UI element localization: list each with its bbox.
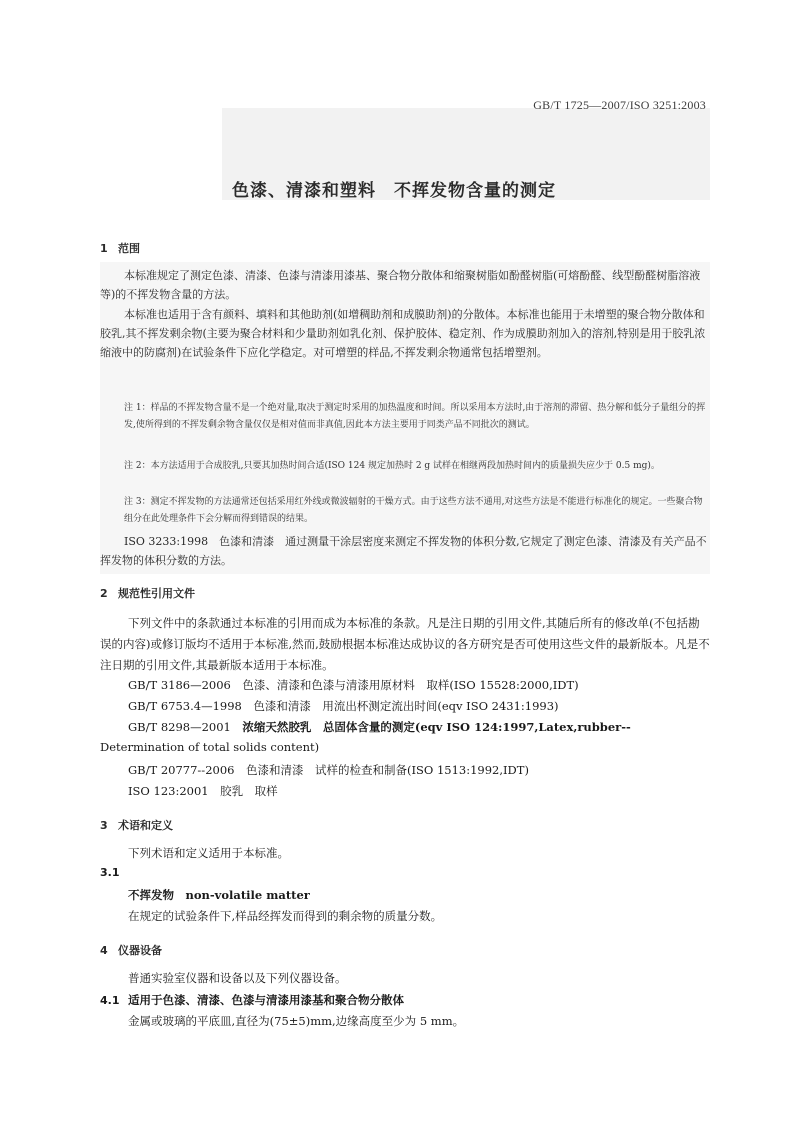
section-title: 范围	[118, 242, 140, 255]
terms-intro: 下列术语和定义适用于本标准。	[128, 846, 289, 860]
references-intro: 下列文件中的条款通过本标准的引用而成为本标准的条款。凡是注日期的引用文件,其随后所有的修改单(不包括勘误的内容)或修订版均不适用于本标准,然而,鼓励根据本标准达成协议的各方研究是否可使用这些文件的最新版本。凡是不注日期的引用文件,其最新版本适用于本标准。	[100, 616, 710, 672]
section-2-heading	[100, 585, 195, 601]
section-title: 仪器设备	[118, 944, 162, 957]
subsection-number: 4.1	[100, 994, 120, 1007]
document-title: 色漆、清漆和塑料 不挥发物含量的测定	[232, 181, 556, 201]
reference-code: GB/T 8298—2001	[128, 720, 231, 734]
note-1: 注 1：样品的不挥发物含量不是一个绝对量,取决于测定时采用的加热温度和时间。所以采用本方法时,由于溶剂的滞留、热分解和低分子量组分的挥发,使所得到的不挥发剩余物含量仅仅是相对值而非真值,因此本方法主要用于同类产品不同批次的测试。	[124, 403, 706, 430]
section-1-heading	[100, 240, 140, 256]
scope-paragraph-2: 本标准也适用于含有颜料、填料和其他助剂(如增稠助剂和成膜助剂)的分散体。本标准也能用于未增塑的聚合物分散体和胶乳,其不挥发剩余物(主要为聚合材料和少量助剂如乳化剂、保护胶体、稳定剂、作为成膜助剂加入的溶剂,特别是用于胶乳浓缩液中的防腐剂)在试验条件下应化学稳定。对可增塑的样品,不挥发剩余物通常包括增塑剂。	[100, 308, 706, 359]
reference-item: GB/T 20777--2006 色漆和清漆 试样的检查和制备(ISO 1513:1992,IDT)	[128, 763, 529, 777]
section-number: 3	[100, 819, 108, 832]
section-number: 2	[100, 587, 108, 600]
reference-item-continued: Determination of total solids content)	[100, 740, 320, 754]
term-number: 3.1	[100, 866, 120, 879]
section-3-heading	[100, 817, 173, 833]
reference-item: ISO 123:2001 胶乳 取样	[128, 784, 278, 798]
reference-item: GB/T 3186—2006 色漆、清漆和色漆与清漆用原材料 取样(ISO 15528:2000,IDT)	[128, 678, 579, 692]
section-title: 规范性引用文件	[118, 587, 195, 600]
reference-item: GB/T 6753.4—1998 色漆和清漆 用流出杯测定流出时间(eqv ISO 2431:1993)	[128, 699, 559, 713]
section-number: 4	[100, 944, 108, 957]
subsection-title: 适用于色漆、清漆、色漆与清漆用漆基和聚合物分散体	[128, 993, 404, 1007]
equipment-intro: 普通实验室仪器和设备以及下列仪器设备。	[128, 971, 347, 985]
note-2: 注 2：本方法适用于合成胶乳,只要其加热时间合适(ISO 124 规定加热时 2 g 试样在相继两段加热时间内的质量损失应少于 0.5 mg)。	[124, 461, 660, 471]
section-4-heading	[100, 942, 162, 958]
reference-title: 浓缩天然胶乳 总固体含量的测定(eqv ISO 124:1997,Latex,rubber--	[242, 720, 631, 734]
scope-paragraph-3: ISO 3233:1998 色漆和清漆 通过测量干涂层密度来测定不挥发物的体积分数,它规定了测定色漆、清漆及有关产品不挥发物的体积分数的方法。	[100, 535, 707, 567]
section-title: 术语和定义	[118, 819, 173, 832]
subsection-heading	[100, 992, 404, 1008]
reference-item	[128, 719, 631, 735]
subsection-text: 金属或玻璃的平底皿,直径为(75±5)mm,边缘高度至少为 5 mm。	[128, 1014, 465, 1028]
note-3: 注 3：测定不挥发物的方法通常还包括采用红外线或微波辐射的干燥方式。由于这些方法不通用,对这些方法是不能进行标准化的规定。一些聚合物组分在此处理条件下会分解而得到错误的结果。	[124, 497, 703, 524]
scope-paragraph-1: 本标准规定了测定色漆、清漆、色漆与清漆用漆基、聚合物分散体和缩聚树脂如酚醛树脂(可熔酚醛、线型酚醛树脂溶液等)的不挥发物含量的方法。	[100, 269, 701, 301]
section-number: 1	[100, 242, 108, 255]
standard-code: GB/T 1725—2007/ISO 3251:2003	[533, 98, 706, 112]
term-name: 不挥发物 non-volatile matter	[128, 888, 310, 902]
term-definition: 在规定的试验条件下,样品经挥发而得到的剩余物的质量分数。	[128, 909, 443, 923]
